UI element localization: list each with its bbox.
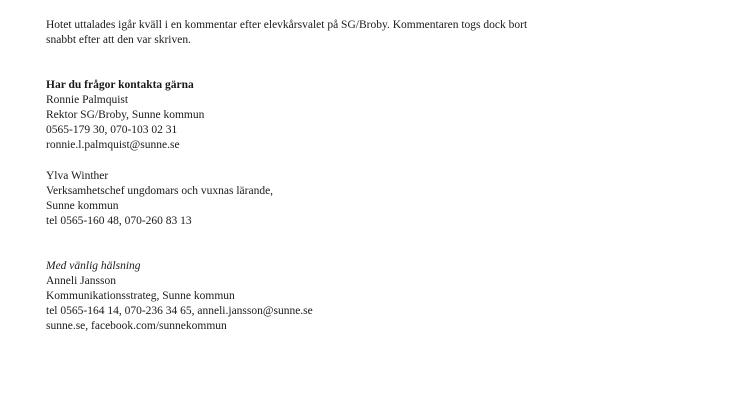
contact-1-email: ronnie.l.palmquist@sunne.se [46,139,180,151]
signature-contact: tel 0565-164 14, 070-236 34 65, anneli.jansson@sunne.se [46,305,313,317]
signature-web: sunne.se, facebook.com/sunnekommun [46,320,227,332]
spacer [46,153,706,169]
intro-paragraph [46,18,706,48]
document-body [46,18,706,334]
signature-name: Anneli Jansson [46,275,116,287]
contact-2-block [46,169,706,229]
contact-1-name: Ronnie Palmquist [46,94,129,106]
contacts-heading: Har du frågor kontakta gärna [46,79,194,91]
contact-2-title: Verksamhetschef ungdomars och vuxnas lärande, [46,185,274,197]
signature-greeting: Med vänlig hälsning [46,260,141,272]
spacer [46,48,706,78]
spacer [46,229,706,259]
intro-line-1: Hotet uttalades igår kväll i en kommentar efter elevkårsvalet på SG/Broby. Kommentaren togs dock bort [46,19,528,31]
signature-title: Kommunikationsstrateg, Sunne kommun [46,290,235,302]
signature-block [46,259,706,334]
contacts-section [46,78,706,153]
contact-1-phone: 0565-179 30, 070-103 02 31 [46,124,178,136]
contact-2-org: Sunne kommun [46,200,119,212]
contact-2-name: Ylva Winther [46,170,109,182]
contact-1-title: Rektor SG/Broby, Sunne kommun [46,109,205,121]
contact-2-phone: tel 0565-160 48, 070-260 83 13 [46,215,192,227]
intro-line-2: snabbt efter att den var skriven. [46,34,191,46]
